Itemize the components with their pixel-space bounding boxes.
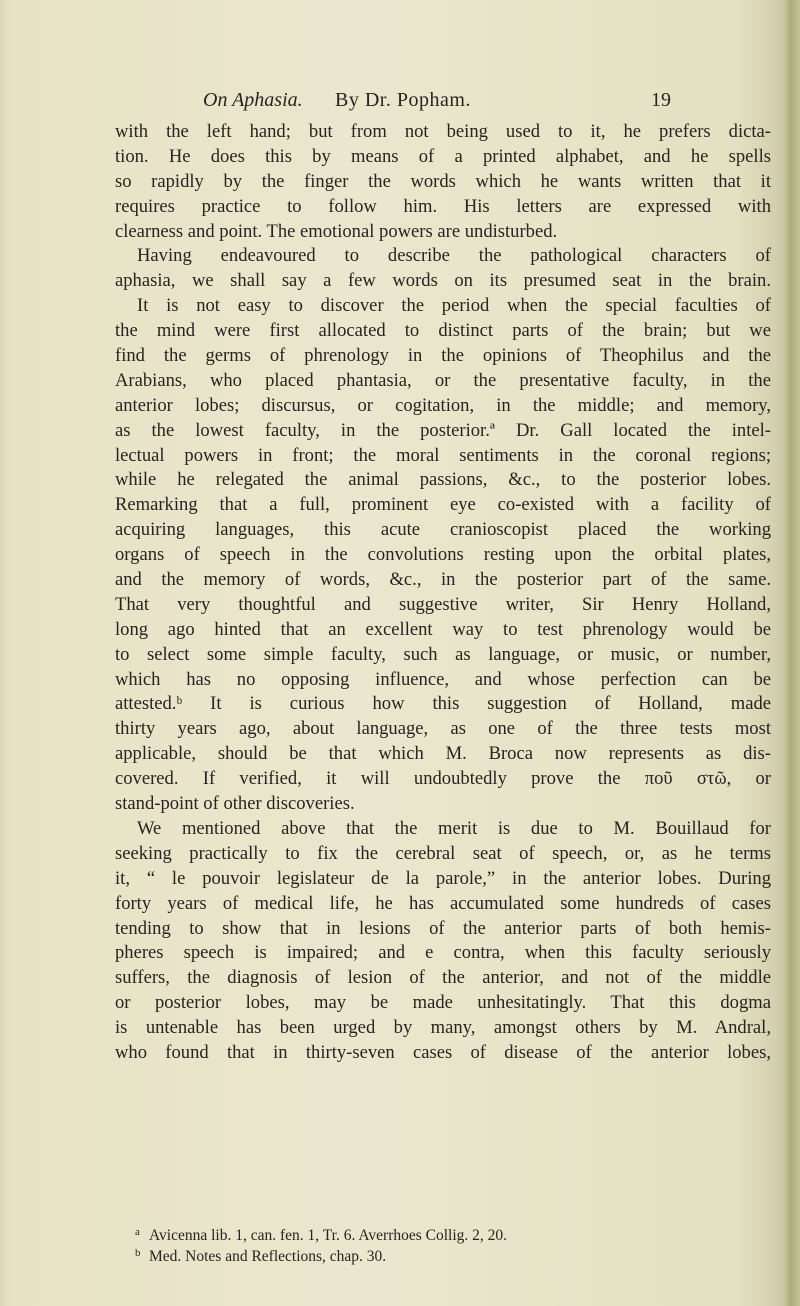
text-line: who found that in thirty-seven cases of disease of the anterior lobes, bbox=[115, 1041, 771, 1063]
text-line: We mentioned above that the merit is due to M. Bouillaud for bbox=[137, 817, 771, 839]
text-line: Arabians, who placed phantasia, or the presentative faculty, in the bbox=[115, 369, 771, 391]
text-line: or posterior lobes, may be made unhesitatingly. That this dogma bbox=[115, 992, 771, 1014]
text-line: That very thoughtful and suggestive writer, Sir Henry Holland, bbox=[115, 593, 771, 615]
footnote-mark: a bbox=[135, 1226, 140, 1238]
text-line: long ago hinted that an excellent way to test phrenology would be bbox=[115, 618, 771, 640]
footnote bbox=[135, 1225, 695, 1246]
text-line: aphasia, we shall say a few words on its presumed seat in the brain. bbox=[115, 270, 771, 292]
text-line: suffers, the diagnosis of lesion of the anterior, and not of the middle bbox=[115, 967, 771, 989]
footnote-text: Avicenna lib. 1, can. fen. 1, Tr. 6. Averrhoes Collig. 2, 20. bbox=[149, 1227, 508, 1244]
text-line: it, “ le pouvoir legislateur de la parole,” in the anterior lobes. During bbox=[115, 867, 771, 889]
text-line: to select some simple faculty, such as language, or music, or number, bbox=[115, 643, 771, 665]
text-line: pheres speech is impaired; and e contra, when this faculty seriously bbox=[115, 942, 771, 964]
text-line: with the left hand; but from not being used to it, he prefers dicta- bbox=[115, 121, 771, 142]
text-line: organs of speech in the convolutions resting upon the orbital plates, bbox=[115, 544, 771, 566]
left-page-shadow bbox=[0, 0, 10, 1306]
text-line: anterior lobes; discursus, or cogitation, in the middle; and memory, bbox=[115, 394, 771, 416]
footnote bbox=[135, 1246, 695, 1267]
text-line: which has no opposing influence, and whose perfection can be bbox=[115, 668, 771, 690]
header-title: On Aphasia. bbox=[203, 89, 303, 111]
text-line: tion. He does this by means of a printed alphabet, and he spells bbox=[115, 145, 771, 167]
text-line: attested.ᵇ It is curious how this suggestion of Holland, made bbox=[115, 693, 771, 715]
text-line: tending to show that in lesions of the anterior parts of both hemis- bbox=[115, 917, 771, 939]
text-line: It is not easy to discover the period when the special faculties of bbox=[137, 295, 771, 317]
text-line: Remarking that a full, prominent eye co-existed with a facility of bbox=[115, 494, 771, 516]
text-line: thirty years ago, about language, as one of the three tests most bbox=[115, 718, 771, 740]
text-line: the mind were first allocated to distinct parts of the brain; but we bbox=[115, 320, 771, 342]
footnotes bbox=[135, 1225, 695, 1267]
text-line: clearness and point. The emotional powers are undisturbed. bbox=[115, 220, 558, 242]
text-line: and the memory of words, &c., in the posterior part of the same. bbox=[115, 569, 771, 591]
text-line: find the germs of phrenology in the opinions of Theophilus and the bbox=[115, 345, 771, 367]
running-header bbox=[0, 83, 800, 117]
text-line: requires practice to follow him. His letters are expressed with bbox=[115, 195, 771, 217]
text-line: forty years of medical life, he has accumulated some hundreds of cases bbox=[115, 892, 771, 914]
text-line: is untenable has been urged by many, amongst others by M. Andral, bbox=[115, 1017, 771, 1039]
text-line: lectual powers in front; the moral sentiments in the coronal regions; bbox=[115, 444, 771, 466]
text-line: acquiring languages, this acute cranioscopist placed the working bbox=[115, 519, 771, 541]
text-line: covered. If verified, it will undoubtedly prove the πoῦ στῶ, or bbox=[115, 768, 771, 790]
footnote-mark: b bbox=[135, 1247, 141, 1259]
text-line: while he relegated the animal passions, &c., to the posterior lobes. bbox=[115, 469, 771, 491]
text-line: Having endeavoured to describe the pathological characters of bbox=[137, 245, 771, 267]
text-line: as the lowest faculty, in the posterior.ª Dr. Gall located the intel- bbox=[115, 419, 771, 441]
text-line: stand-point of other discoveries. bbox=[115, 793, 355, 815]
page-number: 19 bbox=[651, 89, 671, 111]
body-text bbox=[115, 120, 771, 1066]
page-edge bbox=[784, 0, 800, 1306]
text-line: seeking practically to fix the cerebral seat of speech, or, as he terms bbox=[115, 842, 771, 864]
text-line: applicable, should be that which M. Broca now represents as dis- bbox=[115, 743, 771, 765]
footnote-text: Med. Notes and Reflections, chap. 30. bbox=[149, 1248, 387, 1265]
header-author: By Dr. Popham. bbox=[335, 89, 471, 111]
text-line: so rapidly by the finger the words which he wants written that it bbox=[115, 170, 771, 192]
